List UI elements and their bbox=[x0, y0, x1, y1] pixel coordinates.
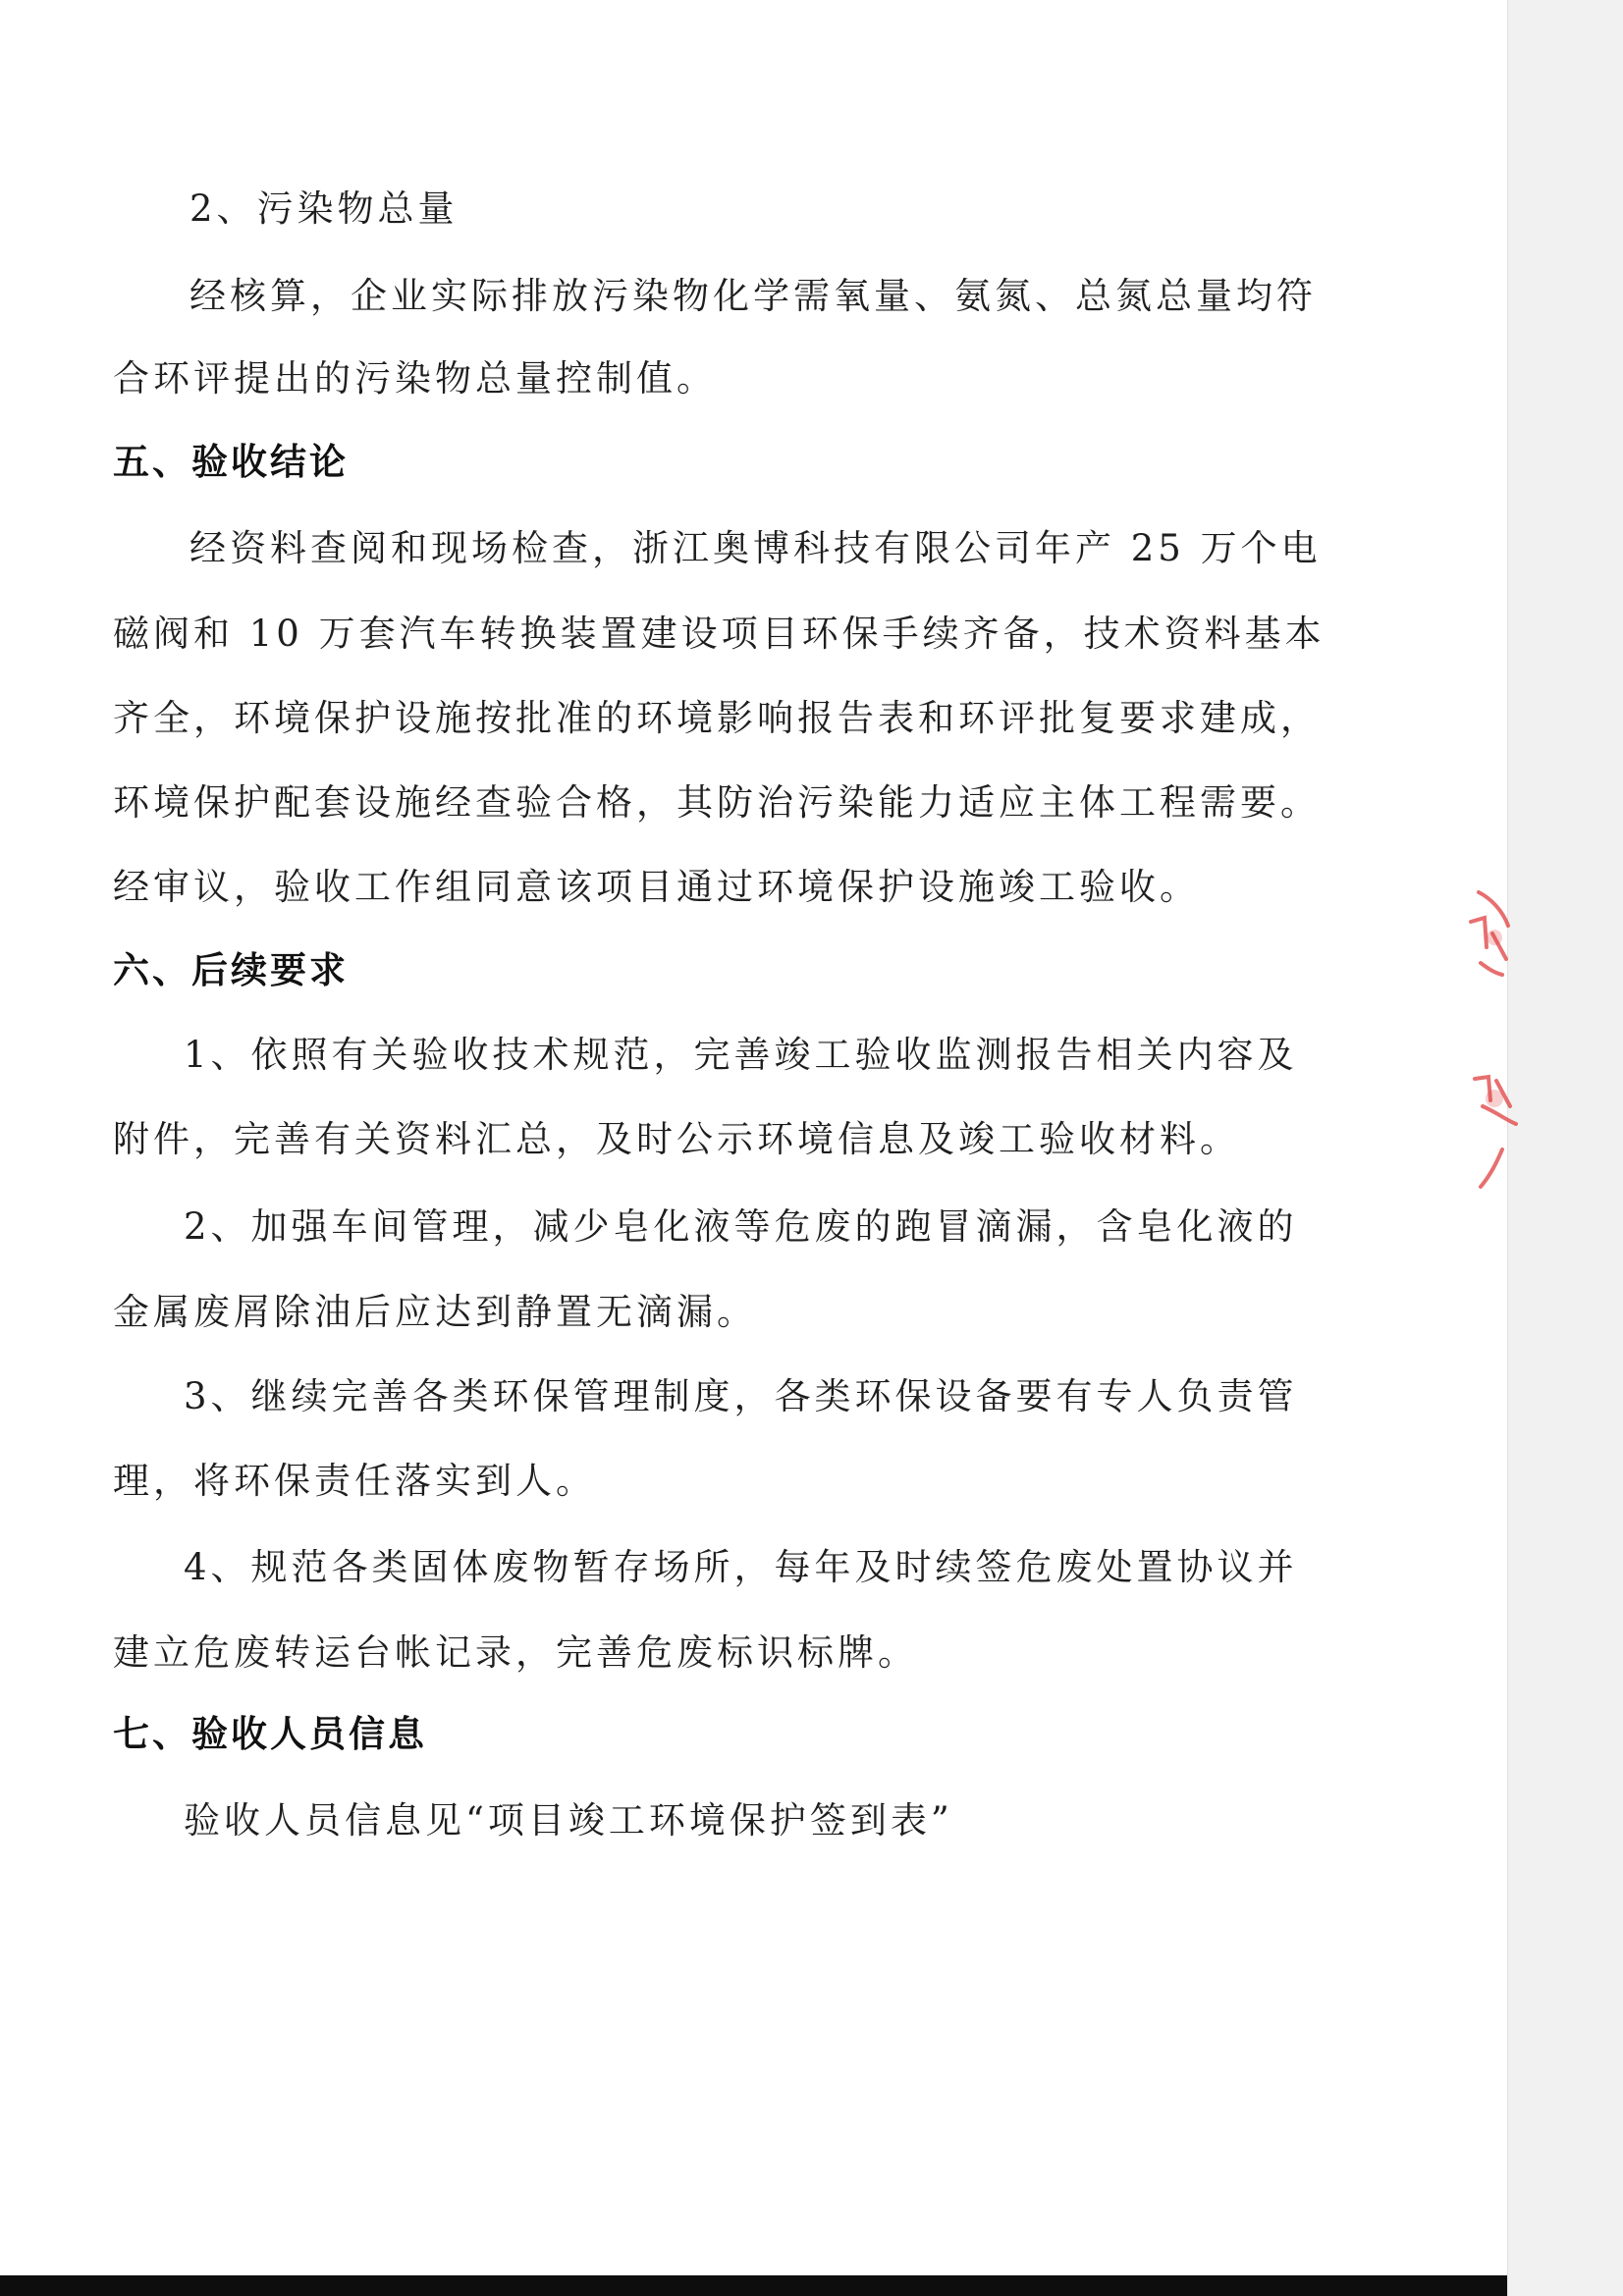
section-subheading-pollutant-total: 2、污染物总量 bbox=[189, 187, 459, 230]
paragraph-line: 齐全，环境保护设施按批准的环境影响报告表和环评批复要求建成， bbox=[113, 697, 1321, 739]
section-heading-acceptance-conclusion: 五、验收结论 bbox=[113, 441, 349, 483]
scan-bottom-edge bbox=[0, 2275, 1507, 2296]
list-item-line: 建立危废转运台帐记录，完善危废标识标牌。 bbox=[113, 1631, 918, 1674]
list-item-line: 金属废屑除油后应达到静置无滴漏。 bbox=[113, 1291, 757, 1333]
section-heading-acceptance-personnel: 七、验收人员信息 bbox=[113, 1713, 427, 1755]
paragraph-line: 验收人员信息见“项目竣工环境保护签到表” bbox=[184, 1799, 953, 1842]
red-seal-stamp-fragment bbox=[1451, 879, 1559, 1202]
section-heading-follow-up-requirements: 六、后续要求 bbox=[113, 949, 349, 991]
list-item-line: 3、继续完善各类环保管理制度，各类环保设备要有专人负责管 bbox=[184, 1375, 1298, 1417]
paragraph-line: 合环评提出的污染物总量控制值。 bbox=[113, 357, 717, 400]
paragraph-line: 环境保护配套设施经查验合格，其防治污染能力适应主体工程需要。 bbox=[113, 781, 1321, 824]
list-item-line: 附件，完善有关资料汇总，及时公示环境信息及竣工验收材料。 bbox=[113, 1118, 1240, 1160]
list-item-line: 2、加强车间管理，减少皂化液等危废的跑冒滴漏，含皂化液的 bbox=[184, 1205, 1298, 1248]
paragraph-line: 磁阀和 10 万套汽车转换装置建设项目环保手续齐备，技术资料基本 bbox=[113, 613, 1325, 655]
paragraph-line: 经资料查阅和现场检查，浙江奥博科技有限公司年产 25 万个电 bbox=[189, 527, 1322, 569]
paragraph-line: 经核算，企业实际排放污染物化学需氧量、氨氮、总氮总量均符 bbox=[189, 275, 1317, 317]
list-item-line: 1、依照有关验收技术规范，完善竣工验收监测报告相关内容及 bbox=[184, 1034, 1298, 1076]
list-item-line: 4、规范各类固体废物暂存场所，每年及时续签危废处置协议并 bbox=[184, 1546, 1298, 1588]
list-item-line: 理，将环保责任落实到人。 bbox=[113, 1460, 596, 1502]
paragraph-line: 经审议，验收工作组同意该项目通过环境保护设施竣工验收。 bbox=[113, 866, 1200, 908]
